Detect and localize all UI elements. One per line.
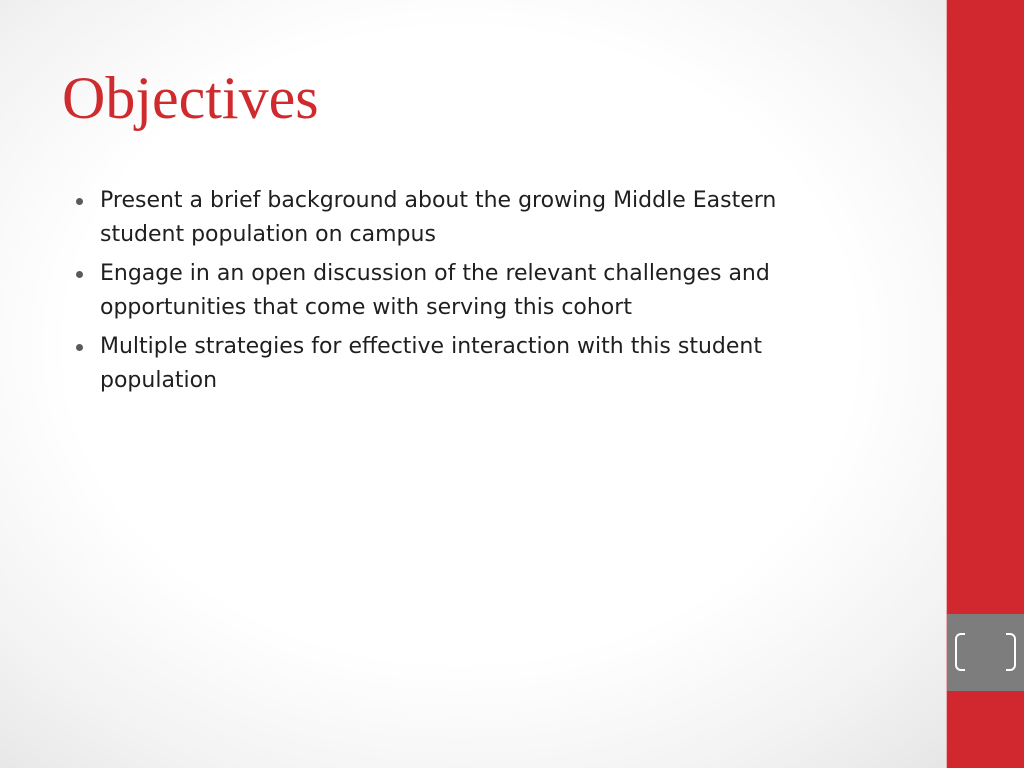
bullet-dot-icon xyxy=(76,344,83,351)
bullet-list xyxy=(74,184,834,403)
slide-number-box xyxy=(947,614,1024,691)
bullet-text: Multiple strategies for effective interaction with this student population xyxy=(100,334,762,393)
bullet-dot-icon xyxy=(76,198,83,205)
bracket-frame-icon xyxy=(1006,633,1016,671)
bracket-frame-icon xyxy=(955,633,965,671)
bullet-text: Present a brief background about the growing Middle Eastern student population on campus xyxy=(100,188,777,247)
slide-title: Objectives xyxy=(62,65,319,131)
bullet-dot-icon xyxy=(76,271,83,278)
bullet-text: Engage in an open discussion of the relevant challenges and opportunities that come with serving this cohort xyxy=(100,261,770,320)
bullet-item xyxy=(74,257,834,325)
bullet-item xyxy=(74,330,834,398)
bullet-item xyxy=(74,184,834,252)
